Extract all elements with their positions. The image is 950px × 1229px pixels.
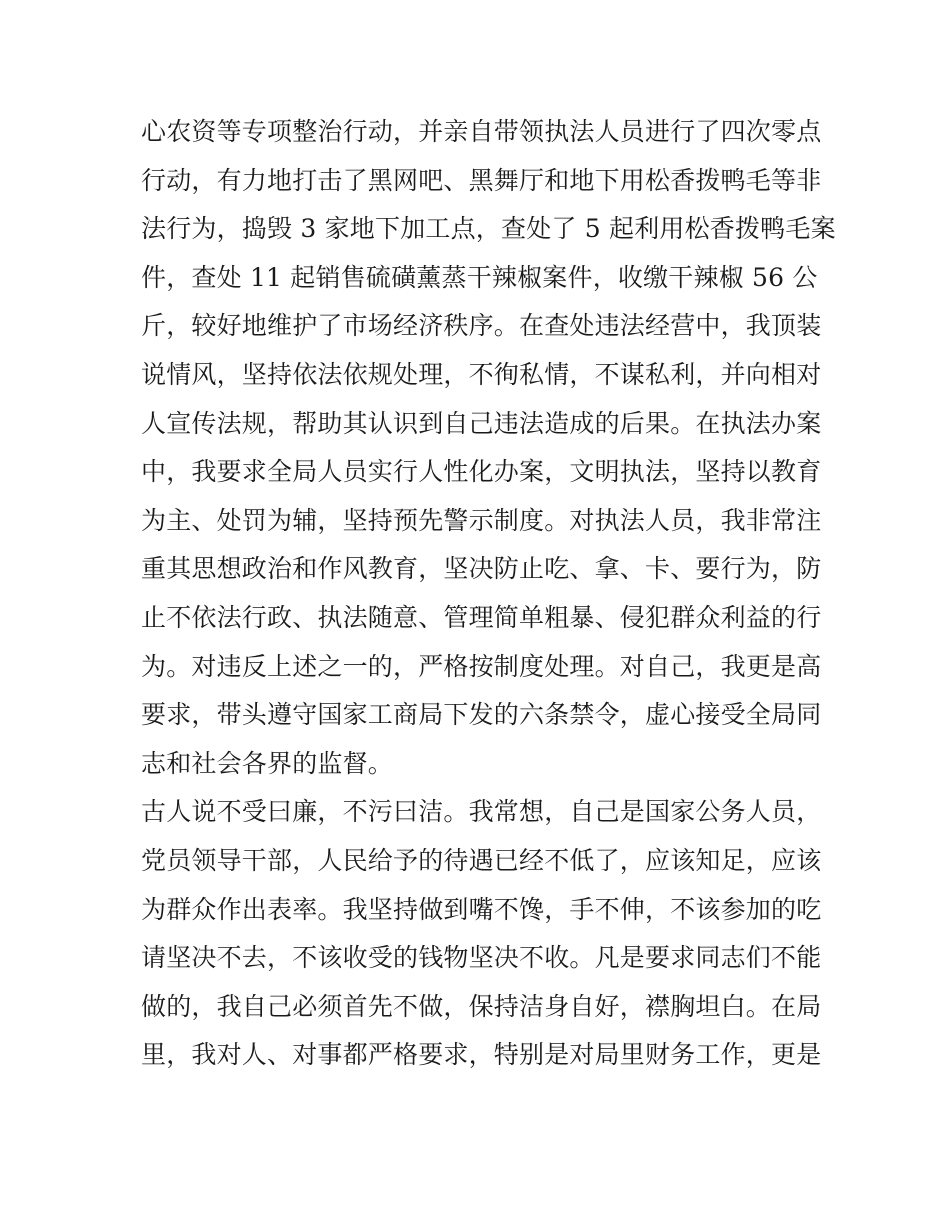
text-line: 要求，带头遵守国家工商局下发的六条禁令，虚心接受全局同 bbox=[141, 700, 822, 730]
document-body bbox=[141, 108, 836, 1080]
text-line: 件，查处 11 起销售硫磺薰蒸干辣椒案件，收缴干辣椒 56 公 bbox=[141, 262, 818, 292]
text-line: 为群众作出表率。我坚持做到嘴不馋，手不伸，不该参加的吃 bbox=[141, 894, 822, 924]
text-line: 止不依法行政、执法随意、管理简单粗暴、侵犯群众利益的行 bbox=[141, 602, 822, 632]
text-line: 党员领导干部，人民给予的待遇已经不低了，应该知足，应该 bbox=[141, 845, 822, 875]
text-line: 为主、处罚为辅，坚持预先警示制度。对执法人员，我非常注 bbox=[141, 505, 822, 535]
text-line: 重其思想政治和作风教育，坚决防止吃、拿、卡、要行为，防 bbox=[141, 554, 822, 584]
text-line: 里，我对人、对事都严格要求，特别是对局里财务工作，更是 bbox=[141, 1040, 822, 1070]
text-line: 请坚决不去，不该收受的钱物坚决不收。凡是要求同志们不能 bbox=[141, 943, 822, 973]
text-line: 心农资等专项整治行动，并亲自带领执法人员进行了四次零点 bbox=[141, 117, 822, 146]
text-line: 行动，有力地打击了黑网吧、黑舞厅和地下用松香拨鸭毛等非 bbox=[141, 165, 822, 195]
text-line: 说情风，坚持依法依规处理，不徇私情，不谋私利，并向相对 bbox=[141, 359, 822, 389]
text-line: 法行为，捣毁 3 家地下加工点，查处了 5 起利用松香拨鸭毛案 bbox=[141, 214, 836, 244]
text-line: 人宣传法规，帮助其认识到自己违法造成的后果。在执法办案 bbox=[141, 408, 822, 438]
text-line: 斤，较好地维护了市场经济秩序。在查处违法经营中，我顶装 bbox=[141, 311, 822, 341]
text-line: 做的，我自己必须首先不做，保持洁身自好，襟胸坦白。在局 bbox=[141, 991, 822, 1021]
text-line: 古人说不受曰廉，不污曰洁。我常想，自己是国家公务人员， bbox=[141, 797, 822, 827]
text-line: 为。对违反上述之一的，严格按制度处理。对自己，我更是高 bbox=[141, 651, 822, 681]
text-line: 中，我要求全局人员实行人性化办案，文明执法，坚持以教育 bbox=[141, 457, 822, 487]
text-line: 志和社会各界的监督。 bbox=[141, 748, 394, 778]
